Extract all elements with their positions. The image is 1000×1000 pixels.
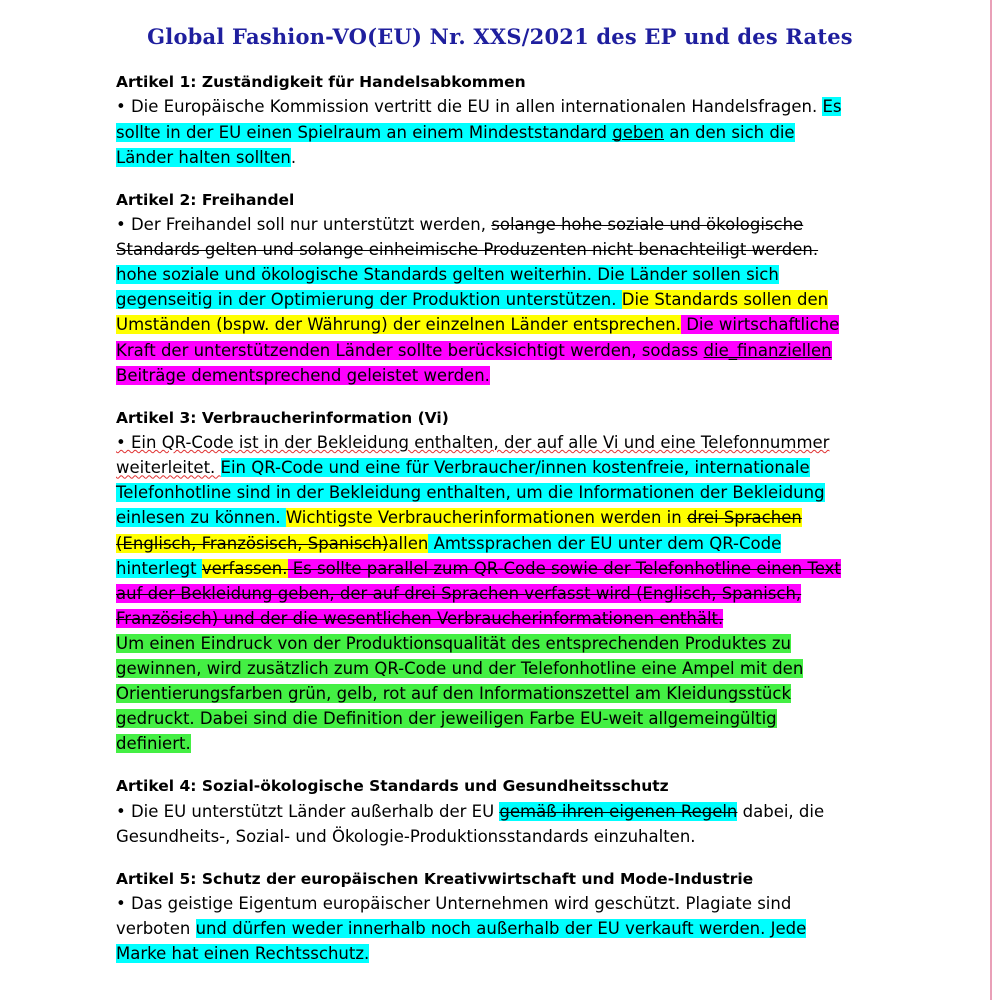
text-run: • Die EU unterstützt Länder außerhalb der EU	[116, 801, 500, 821]
article-text	[116, 430, 856, 756]
highlight-yellow-run: Wichtigste Verbraucherinformationen werden in	[285, 508, 687, 528]
article-text	[116, 891, 856, 966]
text-run: .	[290, 147, 297, 167]
article-heading: Artikel 2: Freihandel	[116, 190, 295, 209]
highlight-cyan-run: Es sollte in der EU einen Spielraum an einem Mindeststandard	[116, 97, 842, 142]
struck-text-run: gemäß ihren eigenen Regeln	[499, 801, 738, 821]
struck-text-run: drei Sprachen (Englisch, Französisch, Spanisch)	[116, 508, 802, 553]
highlight-cyan-run: hohe soziale und ökologische Standards gelten weiterhin. Die Länder sollen sich gegenseitig in der Optimierung der Produktion unterstützen.	[116, 265, 779, 310]
highlight-cyan-run: und dürfen weder innerhalb noch außerhalb der EU verkauft werden. Jede Marke hat einen Rechtsschutz.	[116, 919, 807, 964]
highlight-pink-run: Die wirtschaftliche Kraft der unterstützenden Länder sollte berücksichtigt werden, sodass	[116, 315, 840, 360]
struck-text-run: solange hohe soziale und ökologische Standards gelten und solange einheimische Produzenten nicht benachteiligt werden.	[116, 215, 819, 260]
page-margin-rule	[990, 0, 992, 1000]
article-block	[116, 868, 856, 967]
highlight-cyan-run: Amtssprachen der EU unter dem QR-Code hinterlegt	[116, 533, 782, 578]
article-block	[116, 71, 856, 170]
article-text	[116, 94, 856, 169]
struck-text-run: verfassen.	[201, 558, 288, 578]
article-block	[116, 775, 856, 849]
text-run: • Der Freihandel soll nur unterstützt werden,	[116, 215, 492, 235]
article-heading: Artikel 4: Sozial-ökologische Standards und Gesundheitsschutz	[116, 777, 669, 796]
text-run: • Das geistige Eigentum europäischer Unternehmen wird geschützt. Plagiate sind verboten	[116, 894, 792, 939]
highlight-cyan-run: an den sich die Länder halten sollten	[116, 122, 795, 167]
highlight-green-run: Um einen Eindruck von der Produktionsqualität des entsprechenden Produktes zu gewinnen, wird zusätzlich zum QR-Code und der Telefonhotline eine Ampel mit den Orientierungsfarben grün, gelb, rot auf den Informationszettel am Kleidungsstück gedruckt. Dabei sind die Definition der jeweiligen Farbe EU-weit allgemeingültig definiert.	[116, 633, 804, 754]
article-heading: Artikel 3: Verbraucherinformation (Vi)	[116, 408, 449, 427]
highlight-yellow-run: allen	[388, 533, 429, 553]
text-run: dabei, die Gesundheits-, Sozial- und Ökologie-Produktionsstandards einzuhalten.	[116, 801, 825, 846]
inserted-text-run: geben	[612, 122, 664, 142]
text-run: • Die Europäische Kommission vertritt die EU in allen internationalen Handelsfragen.	[116, 97, 823, 117]
page-title: Global Fashion-VO(EU) Nr. XXS/2021 des EP und des Rates	[147, 24, 853, 49]
article-heading: Artikel 5: Schutz der europäischen Kreativwirtschaft und Mode-Industrie	[116, 869, 754, 888]
highlight-pink-run: Beiträge dementsprechend geleistet werden.	[116, 365, 490, 385]
article-block	[116, 189, 856, 388]
article-text	[116, 799, 856, 849]
article-heading: Artikel 1: Zuständigkeit für Handelsabkommen	[116, 73, 526, 91]
article-block	[116, 407, 856, 756]
highlight-yellow-run: Die Standards sollen den Umständen (bspw. der Währung) der einzelnen Länder entsprechen.	[116, 290, 829, 335]
struck-text-run: • Ein QR-Code ist in der Bekleidung enthalten, der auf alle Vi und eine Telefonnummer weiterleitet.	[116, 433, 830, 478]
document-body	[24, 71, 976, 967]
inserted-text-run: die_finanziellen	[703, 340, 832, 360]
struck-text-run: Es sollte parallel zum QR-Code sowie der Telefonhotline einen Text auf der Bekleidung geben, der auf drei Sprachen verfasst wird (Englisch, Spanisch, Französisch) und der die wesentlichen Verbraucherinformationen enthält.	[116, 558, 841, 628]
highlight-cyan-run: Ein QR-Code und eine für Verbraucher/innen kostenfreie, internationale Telefonhotline sind in der Bekleidung enthalten, um die Informationen der Bekleidung einlesen zu können.	[116, 458, 825, 528]
article-text	[116, 212, 856, 388]
